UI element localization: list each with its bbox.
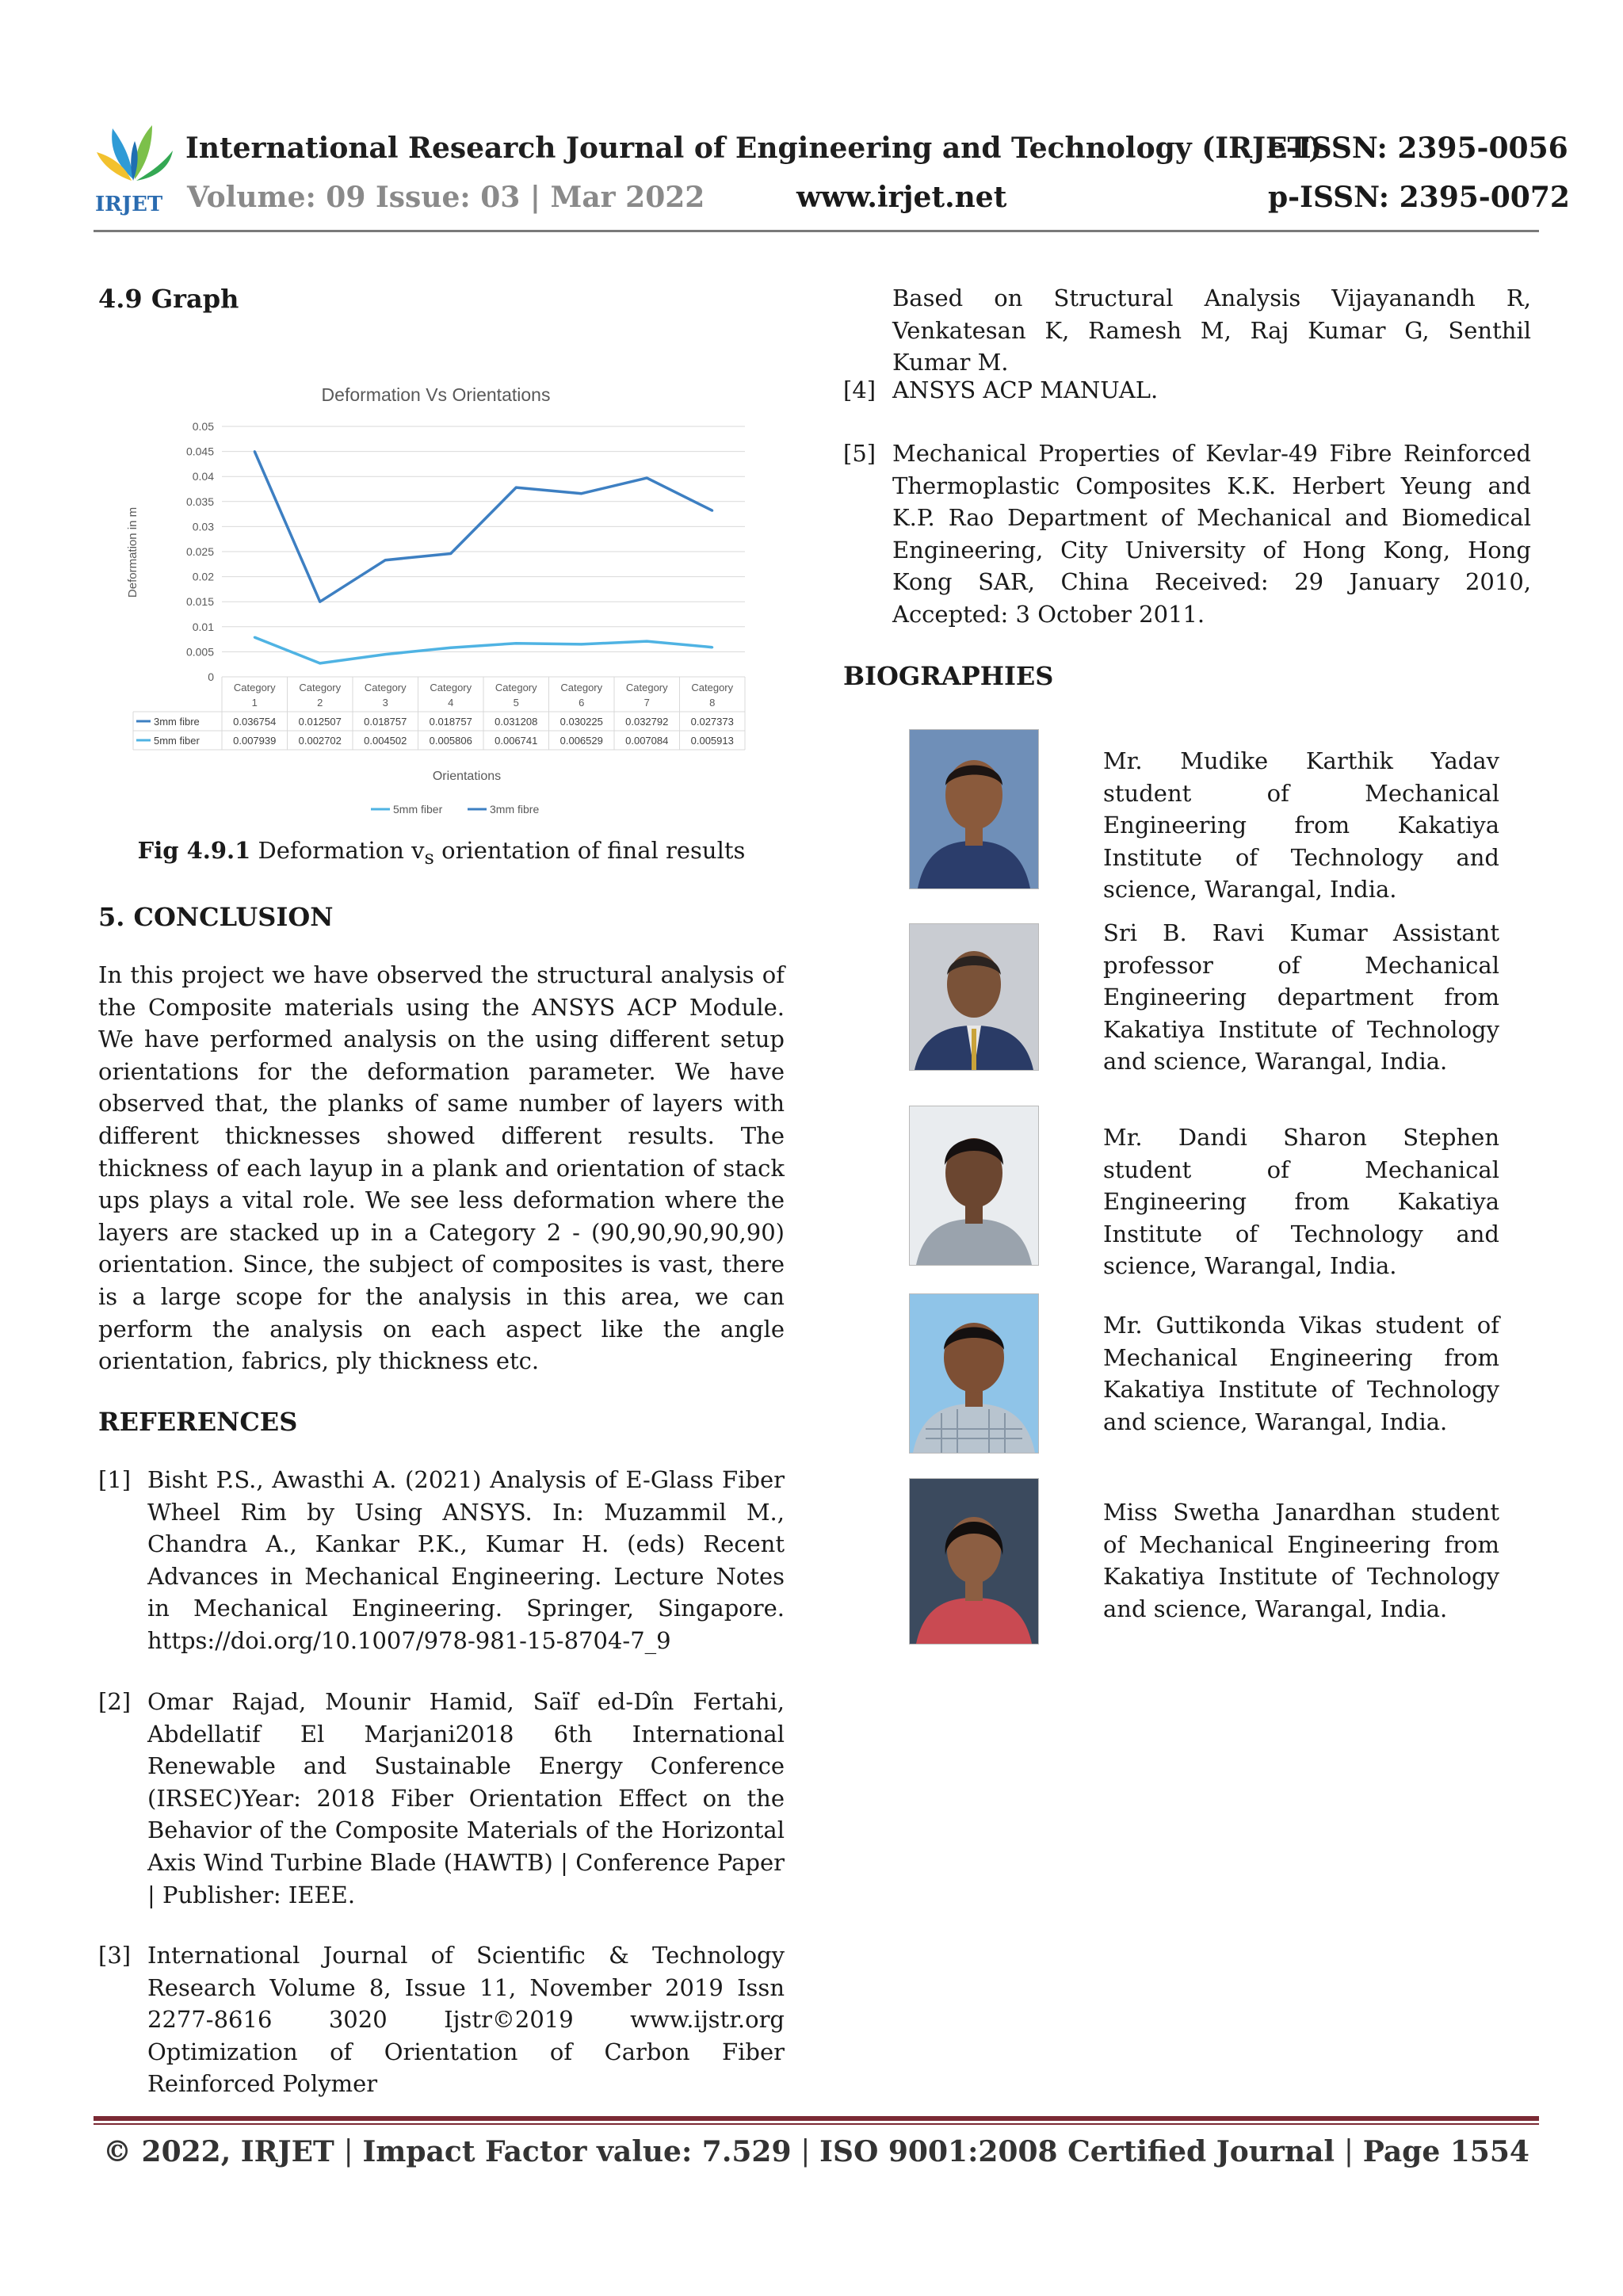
- footer-impact-factor: Impact Factor value: 7.529: [362, 2135, 792, 2168]
- logo-text: IRJET: [95, 193, 163, 216]
- chart-x-tick-label: 8: [709, 697, 716, 709]
- chart-y-tick-label: 0.035: [185, 495, 214, 508]
- chart-x-tick-label: Category: [430, 682, 472, 693]
- person-icon: [910, 730, 1038, 888]
- chart-x-axis-label: Orientations: [432, 770, 502, 783]
- reference-item: [98, 1464, 785, 1657]
- footer-separator: |: [343, 2135, 353, 2168]
- person-icon: [910, 1294, 1038, 1453]
- reference-text: Omar Rajad, Mounir Hamid, Saïf ed-Dîn Fertahi, Abdellatif El Marjani2018 6th International Renewable and Sustainable Energy Conference (IRSEC)Year: 2018 Fiber Orientation Effect on the Behavior of the Composite Materials of the Horizontal Axis Wind Turbine Blade (HAWTB) | Conference Paper | Publisher: IEEE.: [147, 1688, 785, 1908]
- chart-x-tick-label: 2: [317, 697, 323, 709]
- conclusion-text: In this project we have observed the structural analysis of the Composite materials using the ANSYS ACP Module. We have performed analysis on the using different setup orientations for the deformation parameter. We have observed that, the planks of same number of layers with different thicknesses showed different results. The thickness of each layup in a plank and orientation of stack ups plays a vital role. We see less deformation where the layers are stacked up in a Category 2 - (90,90,90,90,90) orientation. Since, the subject of composites is vast, there is a large scope for the analysis in this area, we can perform the analysis on each aspect like the angle orientation, fabrics, ply thickness etc.: [98, 961, 785, 1375]
- chart-x-tick-label: 7: [643, 697, 650, 709]
- chart-data-point: [646, 640, 648, 643]
- chart-data-point: [515, 487, 517, 489]
- table-series-name: 5mm fiber: [154, 735, 200, 747]
- chart-x-tick-label: 6: [579, 697, 585, 709]
- table-cell-value: 0.007084: [625, 735, 669, 747]
- leaf-icon: [97, 125, 173, 181]
- legend-entry: 3mm fibre: [490, 803, 540, 816]
- chart-y-tick-label: 0.005: [185, 645, 214, 659]
- table-cell-value: 0.018757: [429, 716, 472, 728]
- chart-x-tick-label: 5: [513, 697, 519, 709]
- table-cell-value: 0.030225: [559, 716, 603, 728]
- journal-website[interactable]: www.irjet.net: [796, 181, 1007, 214]
- chart-x-tick-label: Category: [495, 682, 537, 693]
- chart-data-point: [449, 647, 452, 649]
- reference-item: [843, 437, 1531, 631]
- graph-heading: 4.9 Graph: [98, 284, 239, 314]
- reference-text: Based on Structural Analysis Vijayanandh R, Venkatesan K, Ramesh M, Raj Kumar G, Senthil Kumar M.: [892, 285, 1531, 376]
- footer-divider: [94, 2116, 1539, 2121]
- table-cell-value: 0.006741: [495, 735, 538, 747]
- author-bio: Mr. Dandi Sharon Stephen student of Mechanical Engineering from Kakatiya Institute of Technology and science, Warangal, India.: [1103, 1124, 1499, 1280]
- chart-x-tick-label: Category: [299, 682, 342, 693]
- author-photo: [909, 1478, 1039, 1645]
- chart-data-point: [646, 477, 648, 479]
- chart-x-tick-label: Category: [233, 682, 276, 693]
- footer-divider-thin: [94, 2123, 1539, 2125]
- chart-data-point: [711, 646, 713, 648]
- table-cell-value: 0.004502: [364, 735, 407, 747]
- reference-item: [98, 1939, 785, 2100]
- author-photo: [909, 729, 1039, 889]
- chart-y-tick-label: 0.015: [185, 595, 214, 609]
- author-photo: [909, 923, 1039, 1071]
- author-bio: Mr. Guttikonda Vikas student of Mechanical Engineering from Kakatiya Institute of Technology and science, Warangal, India.: [1103, 1312, 1499, 1435]
- chart-data-point: [319, 662, 321, 664]
- chart-data-point: [319, 601, 321, 603]
- caption-subscript: s: [424, 846, 434, 869]
- chart-y-tick-label: 0.04: [192, 470, 214, 483]
- footer-separator: |: [1343, 2135, 1354, 2168]
- chart-x-tick-label: 3: [382, 697, 388, 709]
- chart-y-tick-label: 0.045: [185, 445, 214, 458]
- author-bio: Sri B. Ravi Kumar Assistant professor of Mechanical Engineering department from Kakatiya Institute of Technology and science, Warangal, India.: [1103, 919, 1499, 1075]
- author-bio: Miss Swetha Janardhan student of Mechanical Engineering from Kakatiya Institute of Technology and science, Warangal, India.: [1103, 1499, 1499, 1622]
- figure-number: Fig 4.9.1: [137, 837, 251, 864]
- chart-x-tick-label: Category: [560, 682, 603, 693]
- figure-caption: [98, 837, 785, 869]
- person-icon: [910, 924, 1038, 1070]
- biographies-heading: BIOGRAPHIES: [843, 661, 1054, 691]
- reference-item: [843, 374, 1531, 407]
- volume-issue: Volume: 09 Issue: 03 | Mar 2022: [187, 181, 705, 214]
- chart-y-tick-label: 0.05: [192, 420, 214, 433]
- reference-text: Mechanical Properties of Kevlar-49 Fibre Reinforced Thermoplastic Composites K.K. Herbert Yeung and K.P. Rao Department of Mechanical and Biomedical Engineering, City University of Hong Kong, Hong Kong SAR, China Received: 29 January 2010, Accepted: 3 October 2011.: [892, 440, 1531, 628]
- reference-number: [5]: [843, 440, 876, 467]
- chart-y-tick-label: 0.03: [192, 520, 214, 533]
- chart-x-tick-label: Category: [625, 682, 668, 693]
- table-cell-value: 0.018757: [364, 716, 407, 728]
- table-cell-value: 0.031208: [495, 716, 538, 728]
- reference-item-continued: [843, 282, 1531, 379]
- chart-x-tick-label: 1: [251, 697, 258, 709]
- reference-number: [3]: [98, 1942, 132, 1969]
- table-cell-value: 0.032792: [625, 716, 669, 728]
- footer-page-number: Page 1554: [1362, 2135, 1529, 2168]
- journal-title: International Research Journal of Engineering and Technology (IRJET): [185, 132, 1323, 165]
- chart-y-ticks: [186, 420, 214, 683]
- chart-y-tick-label: 0.02: [192, 570, 214, 583]
- author-photo: [909, 1106, 1039, 1266]
- conclusion-heading: 5. CONCLUSION: [98, 902, 334, 932]
- chart-data-point: [449, 552, 452, 555]
- e-issn: e-ISSN: 2395-0056: [1268, 132, 1568, 165]
- chart-x-tick-label: Category: [364, 682, 407, 693]
- page-footer: [103, 2135, 1529, 2168]
- footer-separator: |: [800, 2135, 811, 2168]
- author-photo: [909, 1293, 1039, 1454]
- reference-number: [1]: [98, 1466, 132, 1493]
- table-cell-value: 0.005806: [429, 735, 472, 747]
- chart-data-point: [580, 492, 582, 495]
- chart-title: Deformation Vs Orientations: [321, 384, 551, 405]
- chart-data-point: [384, 653, 387, 655]
- table-cell-value: 0.007939: [233, 735, 277, 747]
- chart-legend: [371, 803, 539, 816]
- chart-y-axis-label: Deformation in m: [126, 506, 139, 598]
- table-series-name: 3mm fibre: [154, 716, 200, 728]
- reference-number: [2]: [98, 1688, 132, 1715]
- chart-data-table: [133, 677, 745, 750]
- chart-data-point: [384, 559, 387, 561]
- chart-series-line: [254, 637, 712, 663]
- reference-item: [98, 1686, 785, 1911]
- chart-y-tick-label: 0.025: [185, 545, 214, 558]
- chart-y-tick-label: 0: [208, 670, 214, 683]
- table-cell-value: 0.006529: [559, 735, 603, 747]
- p-issn: p-ISSN: 2395-0072: [1268, 181, 1570, 214]
- chart-data-point: [515, 642, 517, 644]
- reference-text: International Journal of Scientific & Technology Research Volume 8, Issue 11, November 2019 Issn 2277-8616 3020 Ijstr©2019 www.ijstr.org Optimization of Orientation of Carbon Fiber Reinforced Polymer: [147, 1942, 785, 2098]
- footer-copyright: © 2022, IRJET: [103, 2135, 334, 2168]
- deformation-chart-svg: [119, 374, 753, 826]
- author-bio: Mr. Mudike Karthik Yadav student of Mechanical Engineering from Kakatiya Institute of Technology and science, Warangal, India.: [1103, 747, 1499, 904]
- table-cell-value: 0.002702: [298, 735, 342, 747]
- caption-text-pre: Deformation v: [250, 837, 425, 864]
- table-cell-value: 0.027373: [690, 716, 734, 728]
- chart-x-tick-label: 4: [448, 697, 454, 709]
- references-heading: REFERENCES: [98, 1407, 298, 1437]
- reference-number: [4]: [843, 376, 876, 403]
- chart-series-lines: [254, 450, 714, 664]
- reference-text: ANSYS ACP MANUAL.: [892, 376, 1159, 403]
- chart-y-tick-label: 0.01: [192, 620, 214, 633]
- journal-logo: [94, 117, 176, 216]
- header-divider: [94, 230, 1539, 232]
- deformation-chart: [119, 374, 753, 826]
- chart-data-point: [711, 510, 713, 512]
- person-icon: [910, 1479, 1038, 1644]
- person-icon: [910, 1106, 1038, 1265]
- reference-number: [843, 282, 892, 379]
- reference-text: Bisht P.S., Awasthi A. (2021) Analysis of E-Glass Fiber Wheel Rim by Using ANSYS. In: Muzammil M., Chandra A., Kankar P.K., Kumar H. (eds) Recent Advances in Mechanical Engineering. Lecture Notes in Mechanical Engineering. Springer, Singapore. https://doi.org/10.1007/978-981-15-8704-7_9: [147, 1466, 785, 1654]
- table-cell-value: 0.036754: [233, 716, 277, 728]
- chart-data-point: [580, 643, 582, 645]
- table-cell-value: 0.005913: [690, 735, 734, 747]
- caption-text-post: orientation of final results: [433, 837, 746, 864]
- chart-gridlines: [222, 426, 745, 677]
- footer-iso: ISO 9001:2008 Certified Journal: [819, 2135, 1335, 2168]
- table-cell-value: 0.012507: [298, 716, 342, 728]
- legend-entry: 5mm fiber: [393, 803, 443, 816]
- chart-x-tick-label: Category: [691, 682, 734, 693]
- chart-data-point: [254, 636, 256, 639]
- chart-data-point: [254, 450, 256, 453]
